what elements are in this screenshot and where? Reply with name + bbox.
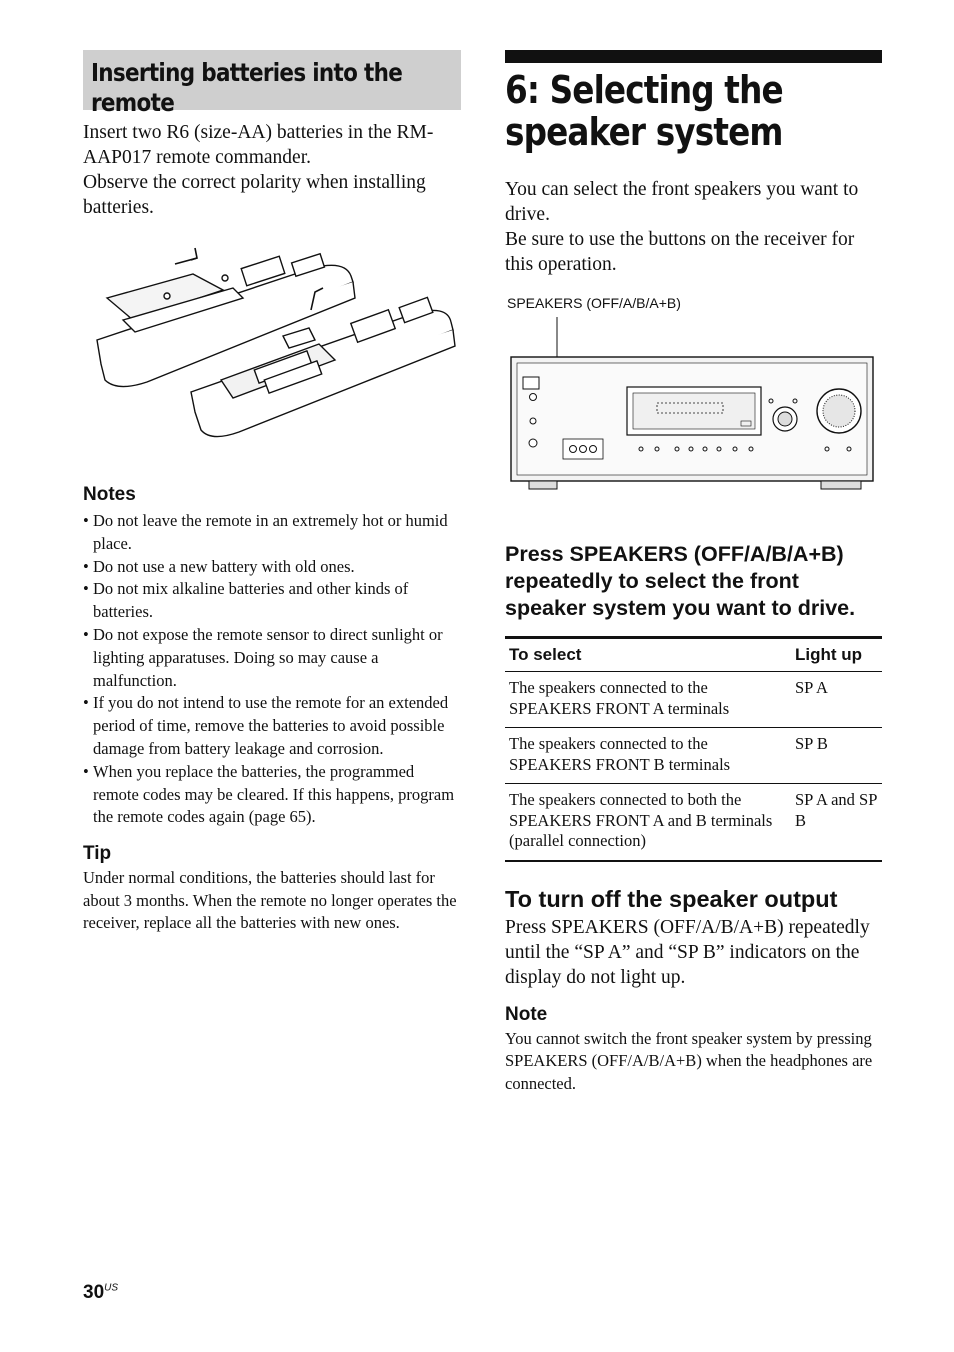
notes-heading: Notes: [83, 484, 136, 505]
speakers-callout-label: SPEAKERS (OFF/A/B/A+B): [507, 295, 681, 311]
note-item: • Do not use a new battery with old ones.: [83, 556, 461, 579]
receiver-figure: [505, 295, 883, 495]
table-header-lightup: Light up: [791, 638, 882, 672]
left-column: [83, 50, 461, 935]
table-cell: SP A and SP B: [791, 784, 882, 861]
speaker-intro-line-1: You can select the front speakers you want to drive.: [505, 179, 859, 225]
battery-intro: [83, 120, 461, 220]
page-number-value: 30: [83, 1282, 105, 1303]
selection-table: [505, 636, 882, 862]
tip-heading: Tip: [83, 843, 112, 865]
tip-text: Under normal conditions, the batteries should last for about 3 months. When the remote no longer operates the receiver, replace all the batteries with new ones.: [83, 868, 457, 933]
section-title: Inserting batteries into the remote: [91, 58, 403, 117]
note-item: • Do not leave the remote in an extremely hot or humid place.: [83, 510, 461, 556]
table-row: [505, 784, 882, 861]
table-cell: The speakers connected to the SPEAKERS FRONT B terminals: [505, 728, 791, 784]
table-cell: The speakers connected to the SPEAKERS FRONT A terminals: [505, 672, 791, 728]
table-row: [505, 728, 882, 784]
table-header-select: To select: [505, 638, 791, 672]
note-item: • When you replace the batteries, the programmed remote codes may be cleared. If this happens, program the remote codes again (page 65).: [83, 761, 461, 829]
intro-line-2: Observe the correct polarity when installing batteries.: [83, 172, 426, 218]
note-item: • Do not expose the remote sensor to direct sunlight or lighting apparatuses. Doing so may cause a malfunction.: [83, 624, 461, 692]
tip-block: [83, 843, 461, 935]
note-item: • Do not mix alkaline batteries and other kinds of batteries.: [83, 578, 461, 624]
table-row: [505, 672, 882, 728]
note-heading: Note: [505, 1003, 548, 1025]
table-cell: The speakers connected to both the SPEAKERS FRONT A and B terminals (parallel connection): [505, 784, 791, 861]
notes-list: [83, 510, 461, 829]
turn-off-heading: To turn off the speaker output: [505, 885, 838, 912]
table-header-row: [505, 638, 882, 672]
table-cell: SP B: [791, 728, 882, 784]
chapter-title: 6: Selecting the speaker system: [505, 68, 783, 154]
receiver-front-panel: [505, 315, 883, 495]
note-text: You cannot switch the front speaker system by pressing SPEAKERS (OFF/A/B/A+B) when the headphones are connected.: [505, 1028, 873, 1093]
speaker-intro-line-2: Be sure to use the buttons on the receiver for this operation.: [505, 229, 855, 275]
remote-battery-illustration: [83, 240, 461, 450]
page-number: [83, 1282, 118, 1304]
note-item: • If you do not intend to use the remote for an extended period of time, remove the batteries to avoid possible damage from battery leakage and corrosion.: [83, 692, 461, 760]
right-column: [505, 50, 883, 1095]
turn-off-text: Press SPEAKERS (OFF/A/B/A+B) repeatedly until the “SP A” and “SP B” indicators on the display do not light up.: [505, 916, 870, 988]
section-header-box: [83, 50, 461, 117]
instruction-text: Press SPEAKERS (OFF/A/B/A+B) repeatedly to select the front speaker system you want to drive.: [505, 542, 856, 620]
chapter-bar: [505, 50, 882, 63]
page-number-suffix: US: [104, 1282, 119, 1294]
table-cell: SP A: [791, 672, 882, 728]
notes-block: [83, 484, 461, 829]
speaker-intro: [505, 177, 883, 277]
intro-line-1: Insert two R6 (size-AA) batteries in the RM-AAP017 remote commander.: [83, 122, 434, 168]
